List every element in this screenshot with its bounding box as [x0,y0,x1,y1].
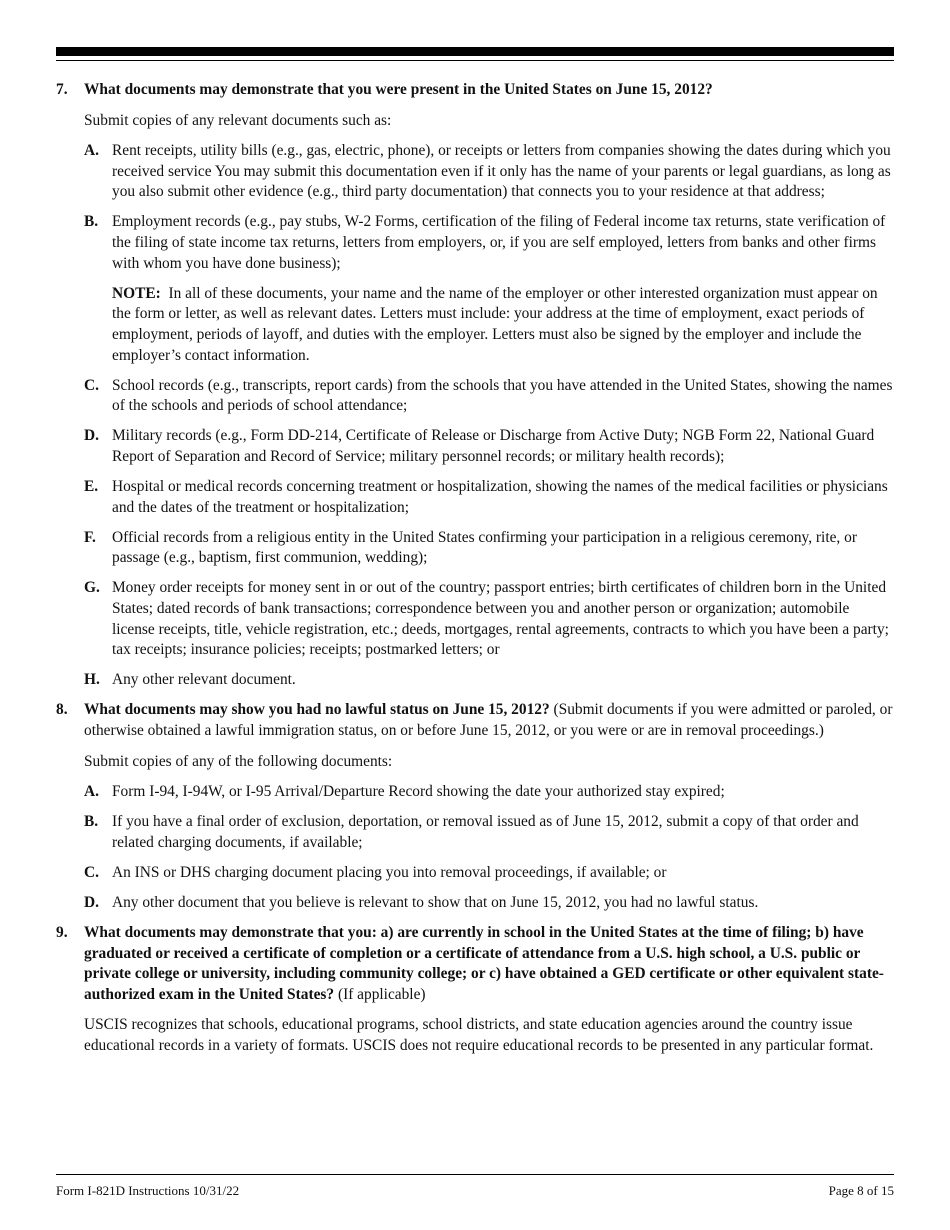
question-bold: What documents may demonstrate that you: a) are currently in school in the United States at the time of filing; b) have graduated or received a certificate of completion or a certificate of attendance from a U.S. high school, a U.S. public or private college or university, including community college; or c) have obtained a GED certificate or other equivalent state-authorized exam in the United States? [84,924,884,1003]
footer-rule [56,1174,894,1175]
item-text: Any other document that you believe is relevant to show that on June 15, 2012, you had no lawful status. [112,894,759,911]
item-letter: B. [84,213,99,231]
question-number: 7. [56,81,68,98]
item-text: Any other relevant document. [112,671,296,689]
question-8 [56,700,894,741]
item-letter: B. [84,813,99,831]
list-item [56,212,894,274]
list-item [56,893,894,914]
question-7 [56,80,894,101]
item-text: Form I-94, I-94W, or I-95 Arrival/Departure Record showing the date your authorized stay expired; [112,783,725,801]
item-text: Rent receipts, utility bills (e.g., gas, electric, phone), or receipts or letters from companies showing the dates during which you received service You may submit this documentation even if it only has the name of your parents or legal guardians, as long as you also submit other evidence (e.g., third party documentation) that connects you to your residence at that address; [112,142,891,201]
item-text: Official records from a religious entity in the United States confirming your participation in a religious ceremony, rite, or passage (e.g., baptism, first communion, wedding); [112,528,857,567]
item-letter: E. [84,478,99,495]
page-content [56,80,894,1067]
note-label: NOTE: [112,284,161,302]
item-letter: D. [84,894,99,911]
question-text [84,924,884,1003]
note-block [56,284,894,366]
question-note: (If applicable) [334,985,426,1003]
footer-page-number: Page 8 of 15 [828,1183,894,1198]
header-rule-thick [56,47,894,56]
list-item [56,863,894,884]
item-letter: A. [84,142,99,160]
list-item [56,528,894,569]
question-9 [56,923,894,1005]
item-text: If you have a final order of exclusion, deportation, or removal issued as of June 15, 2012, submit a copy of that order and related charging documents, if available; [112,813,859,851]
question-number: 8. [56,701,68,719]
item-text: Money order receipts for money sent in or out of the country; passport entries; birth certificates of children born in the United States; dated records of bank transactions; correspondence between you and another person or organization; automobile license receipts, title, vehicle registration, etc.; deeds, mortgages, rental agreements, contracts to which you have been a party; tax receipts; insurance policies; receipts; postmarked letters; or [112,579,889,659]
item-letter: C. [84,376,99,394]
item-text: School records (e.g., transcripts, report cards) from the schools that you have attended in the United States, showing the names of the schools and periods of school attendance; [112,376,893,415]
question-text [84,701,892,739]
item-text: Employment records (e.g., pay stubs, W-2 Forms, certification of the filing of Federal income tax returns, state verification of the filing of state income tax returns, letters from employers, or, if you are self employed, letters from banks and other firms with whom you have done business); [112,213,886,272]
question-8-intro: Submit copies of any of the following documents: [84,752,393,770]
list-item [56,578,894,660]
item-text: Hospital or medical records concerning treatment or hospitalization, showing the names of the medical facilities or physicians and the dates of the treatment or hospitalization; [112,478,888,516]
question-number: 9. [56,924,68,942]
question-7-intro: Submit copies of any relevant documents such as: [84,111,392,129]
question-bold: What documents may show you had no lawful status on June 15, 2012? [84,701,550,719]
list-item [56,141,894,203]
list-item [56,782,894,803]
footer-form-id: Form I-821D Instructions 10/31/22 [56,1183,240,1198]
item-letter: F. [84,528,96,546]
item-text: An INS or DHS charging document placing you into removal proceedings, if available; or [112,863,667,881]
list-item [56,670,894,691]
item-letter: D. [84,427,99,445]
item-letter: C. [84,863,99,881]
list-item [56,426,894,467]
question-text: What documents may demonstrate that you were present in the United States on June 15, 2012? [84,81,713,98]
item-letter: G. [84,579,100,597]
question-9-paragraph: USCIS recognizes that schools, educational programs, school districts, and state education agencies around the country issue educational records in a variety of formats. USCIS does not require educational records to be presented in any particular format. [84,1016,874,1055]
question-note: (Submit documents if you were admitted or paroled, or otherwise obtained a lawful immigration status, on or before June 15, 2012, or you were or are in removal proceedings.) [84,701,893,739]
list-item [56,376,894,417]
item-letter: H. [84,671,100,689]
list-item [56,477,894,518]
list-item [56,812,894,853]
header-rule-thin [56,60,894,61]
note-text: In all of these documents, your name and the name of the employer or other interested organization must appear on the form or letter, as well as relevant dates. Letters must include: your address at the time of employment, exact periods of employment, periods of layoff, and duties with the employer. Letters must also be signed by the employer and include the employer’s contact information. [112,284,878,364]
item-letter: A. [84,783,99,801]
item-text: Military records (e.g., Form DD-214, Certificate of Release or Discharge from Active Duty; NGB Form 22, National Guard Report of Separation and Record of Service; military personnel records; or military health records); [112,427,875,465]
